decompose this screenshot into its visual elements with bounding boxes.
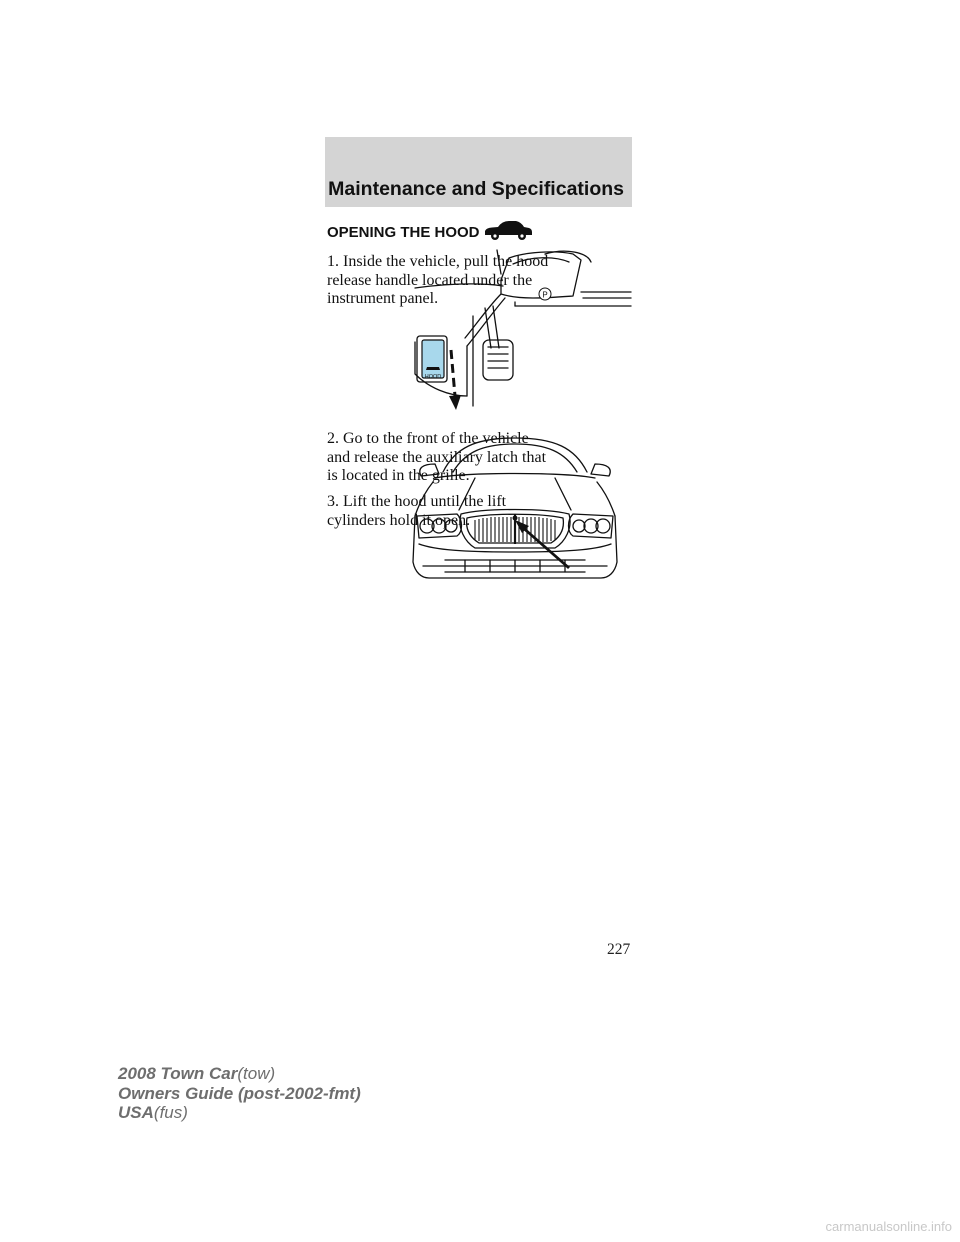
step-2-text: 2. Go to the front of the vehicle and release the auxiliary latch that is located in the grille. [327,430,547,484]
car-icon [483,219,533,241]
hood-release-illustration [405,246,635,416]
step-3-text: 3. Lift the hood until the lift cylinders hold it open. [327,493,507,529]
hood-handle-label: HOOD [424,374,442,380]
footer-market: USA [118,1103,154,1122]
park-brake-symbol: P [542,290,548,300]
header-band [325,137,632,207]
footer-guide-format: Owners Guide (post-2002-fmt) [118,1083,361,1103]
page-number: 227 [607,941,631,958]
section-heading-text: OPENING THE HOOD [327,224,480,241]
footer-doc-info [118,1064,361,1123]
footer-market-code: (fus) [153,1103,188,1122]
page-header-title: Maintenance and Specifications [328,178,624,200]
section-heading [327,224,533,241]
pull-arrow-head [449,395,461,410]
vehicle-front-illustration [405,432,625,592]
watermark: carmanualsonline.info [825,1219,952,1234]
footer-model-code: (tow) [237,1064,276,1083]
footer-model: 2008 Town Car [118,1064,238,1083]
pull-direction-arrow [451,350,455,396]
step-1-text: 1. Inside the vehicle, pull the hood release handle located under the instrument panel. [327,253,549,307]
